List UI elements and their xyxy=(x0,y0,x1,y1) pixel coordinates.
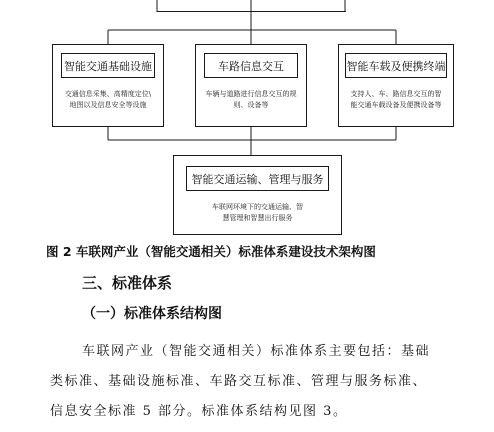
top-frame-bottom-edge xyxy=(157,11,346,12)
terminal-desc xyxy=(341,89,451,111)
v2x-box xyxy=(195,44,307,127)
terminal-title: 智能车载及便携终端 xyxy=(345,53,447,78)
service-box xyxy=(173,155,342,235)
service-desc-line1: 车联网环境下的交通运输、智 xyxy=(212,203,303,211)
infrastructure-desc xyxy=(55,89,161,111)
service-desc xyxy=(180,202,335,224)
v2x-desc xyxy=(198,89,304,111)
infrastructure-title: 智能交通基础设施 xyxy=(61,53,155,78)
service-desc-line2: 慧管理和智慧出行服务 xyxy=(222,214,293,222)
figure-caption: 图 2 车联网产业（智能交通相关）标准体系建设技术架构图 xyxy=(46,244,376,259)
section-heading: 三、标准体系 xyxy=(82,274,173,292)
service-title: 智能交通运输、管理与服务 xyxy=(186,166,329,191)
v2x-desc-line1: 车辆与道路进行信息交互的规 xyxy=(205,90,297,98)
subsection-heading: （一）标准体系结构图 xyxy=(82,306,222,322)
body-line-1: 车联网产业（智能交通相关）标准体系主要包括：基础 xyxy=(82,344,431,359)
terminal-box xyxy=(338,44,454,127)
infrastructure-desc-line2: 地图以及信息安全等设施 xyxy=(69,101,147,109)
body-line-2: 类标准、基础设施标准、车路交互标准、管理与服务标准、 xyxy=(50,374,428,389)
terminal-desc-line2: 能交通车载设备及便携设备等 xyxy=(350,101,442,109)
infrastructure-desc-line1: 交通信息采集、高精度定位\ xyxy=(64,90,152,98)
v2x-desc-line2: 则、设备等 xyxy=(233,101,269,109)
body-line-3: 信息安全标准 5 部分。标准体系结构见图 3。 xyxy=(50,404,348,419)
v2x-title: 车路信息交互 xyxy=(204,53,298,78)
infrastructure-box xyxy=(52,44,164,127)
terminal-desc-line1: 支持人、车、路信息交互的智 xyxy=(350,90,442,98)
